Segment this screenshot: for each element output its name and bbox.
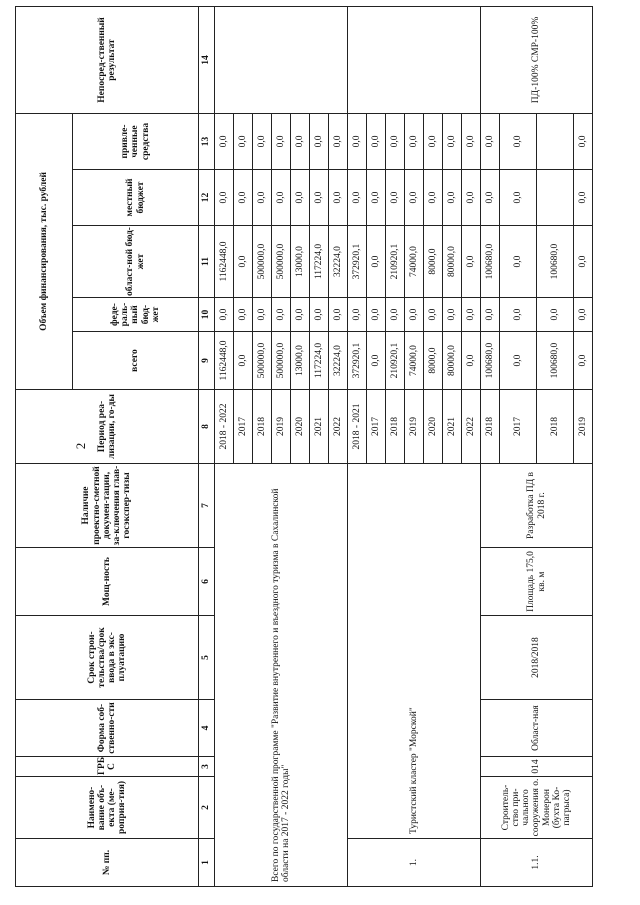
cell-private: 0,0: [215, 113, 234, 169]
cell-total: 0,0: [234, 332, 253, 390]
cell-period: 2018: [253, 390, 272, 464]
cell-private: 0,0: [348, 113, 367, 169]
cell-private: 0,0: [500, 113, 537, 169]
cell-period: 2020: [291, 390, 310, 464]
cell-regional: 500000,0: [253, 226, 272, 298]
cell-private: 0,0: [386, 113, 405, 169]
cell-regional: 100680,0: [537, 226, 574, 298]
cell-total: 80000,0: [443, 332, 462, 390]
cell-local: 0,0: [443, 170, 462, 226]
cell-period: 2017: [234, 390, 253, 464]
item-ownership: Област-ная: [481, 700, 593, 757]
cell-period: 2021: [443, 390, 462, 464]
cell-total: 32224,0: [329, 332, 348, 390]
column-number: 9: [199, 332, 215, 390]
cell-total: 500000,0: [253, 332, 272, 390]
cell-regional: 1162448,0: [215, 226, 234, 298]
column-number: 4: [199, 700, 215, 757]
cell-total: 13000,0: [291, 332, 310, 390]
cell-local: 0,0: [405, 170, 424, 226]
cell-local: [537, 170, 574, 226]
cell-total: 210920,1: [386, 332, 405, 390]
cell-private: 0,0: [405, 113, 424, 169]
table-row: [348, 6, 367, 886]
cell-regional: 372920,1: [348, 226, 367, 298]
cell-period: 2019: [574, 390, 593, 464]
cell-total: 0,0: [367, 332, 386, 390]
cell-federal: 0,0: [310, 298, 329, 332]
cell-period: 2022: [462, 390, 481, 464]
column-number: 14: [199, 6, 215, 113]
cell-period: 2018 - 2022: [215, 390, 234, 464]
cell-regional: 0,0: [500, 226, 537, 298]
cell-regional: 8000,0: [424, 226, 443, 298]
cell-local: 0,0: [215, 170, 234, 226]
cell-private: 0,0: [291, 113, 310, 169]
cell-regional: 117224,0: [310, 226, 329, 298]
cell-period: 2019: [272, 390, 291, 464]
cell-private: 0,0: [424, 113, 443, 169]
cell-federal: 0,0: [537, 298, 574, 332]
header-result: Непосред-ственный результат: [16, 6, 199, 113]
cell-local: 0,0: [291, 170, 310, 226]
cell-total: 500000,0: [272, 332, 291, 390]
item-grbs: 014: [481, 757, 593, 777]
column-number: 7: [199, 464, 215, 548]
cluster-label: Туристский кластер "Морской": [348, 464, 481, 839]
column-number: 12: [199, 170, 215, 226]
cell-federal: 0,0: [348, 298, 367, 332]
cell-federal: 0,0: [367, 298, 386, 332]
cell-regional: 13000,0: [291, 226, 310, 298]
item-name: Строитель-ство при-чального сооружения о. Монерон (бухта Ко-пагрыса): [481, 777, 593, 839]
table-row: [215, 6, 234, 886]
cell-period: 2019: [405, 390, 424, 464]
cell-local: 0,0: [272, 170, 291, 226]
column-number: 8: [199, 390, 215, 464]
cell-private: 0,0: [272, 113, 291, 169]
column-number: 10: [199, 298, 215, 332]
cell-local: 0,0: [462, 170, 481, 226]
cell-federal: 0,0: [443, 298, 462, 332]
column-number: 13: [199, 113, 215, 169]
header-name: Наимено-вание объ-екта (ме-роприя-тия): [16, 777, 199, 839]
cell-regional: 210920,1: [386, 226, 405, 298]
header-local: местный бюджет: [73, 170, 199, 226]
cell-regional: 100680,0: [481, 226, 500, 298]
cell-private: 0,0: [443, 113, 462, 169]
header-period: Период реа-лизации, го-ды: [16, 390, 199, 464]
cell-federal: 0,0: [424, 298, 443, 332]
cell-period: 2022: [329, 390, 348, 464]
cell-regional: 80000,0: [443, 226, 462, 298]
cell-federal: 0,0: [272, 298, 291, 332]
cell-local: 0,0: [481, 170, 500, 226]
cell-period: 2020: [424, 390, 443, 464]
header-total: всего: [73, 332, 199, 390]
column-number: 1: [199, 839, 215, 887]
cell-period: 2018 - 2021: [348, 390, 367, 464]
cell-federal: 0,0: [234, 298, 253, 332]
cell-period: 2017: [367, 390, 386, 464]
cell-private: [537, 113, 574, 169]
cell-total: 117224,0: [310, 332, 329, 390]
table-row: [481, 6, 500, 886]
cell-local: 0,0: [386, 170, 405, 226]
item-term: 2018/2018: [481, 616, 593, 700]
cell-local: 0,0: [348, 170, 367, 226]
cell-private: 0,0: [481, 113, 500, 169]
item-capacity: Площадь 175,0 кв. м: [481, 548, 593, 616]
cell-period: 2018: [386, 390, 405, 464]
cell-local: 0,0: [329, 170, 348, 226]
cell-regional: 0,0: [367, 226, 386, 298]
cell-private: 0,0: [462, 113, 481, 169]
cell-regional: 0,0: [574, 226, 593, 298]
cell-private: 0,0: [310, 113, 329, 169]
header-regional: област-ной бюд-жет: [73, 226, 199, 298]
cell-total: 100680,0: [481, 332, 500, 390]
cell-total: 372920,1: [348, 332, 367, 390]
column-number: 5: [199, 616, 215, 700]
cell-federal: 0,0: [481, 298, 500, 332]
header-grbs: ГРБ С: [16, 757, 199, 777]
cell-federal: 0,0: [253, 298, 272, 332]
cell-local: 0,0: [310, 170, 329, 226]
program-section: [215, 6, 348, 886]
funding-table: [15, 6, 593, 887]
rotated-table-wrapper: [15, 7, 588, 887]
cell-result: [215, 6, 348, 113]
program-label: Всего по государственной программе "Развитие внутреннего и въездного туризма в Сахалинской области на 2017 - 2022 годы": [215, 464, 348, 887]
cell-private: 0,0: [574, 113, 593, 169]
item-result: ПД-100% СМР-100%: [481, 6, 593, 113]
cell-period: 2017: [500, 390, 537, 464]
header-no: № пп.: [16, 839, 199, 887]
header-construction-term: Срок строи-тельства/срок ввода в экс-плуатацию: [16, 616, 199, 700]
header-ownership: Форма соб-ственно-сти: [16, 700, 199, 757]
cell-federal: 0,0: [291, 298, 310, 332]
cell-result: [348, 6, 481, 113]
cell-total: 74000,0: [405, 332, 424, 390]
cell-total: 1162448,0: [215, 332, 234, 390]
header-funding: Объем финансирования, тыс. рублей: [16, 113, 73, 389]
cell-local: 0,0: [424, 170, 443, 226]
cell-private: 0,0: [367, 113, 386, 169]
header-private: привле-ченные средства: [73, 113, 199, 169]
item-number: 1.1.: [481, 839, 593, 887]
cell-period: 2018: [481, 390, 500, 464]
cell-private: 0,0: [253, 113, 272, 169]
cell-total: 0,0: [500, 332, 537, 390]
cell-regional: 32224,0: [329, 226, 348, 298]
cell-total: 100680,0: [537, 332, 574, 390]
row-number: 1.: [348, 839, 481, 887]
cell-total: 8000,0: [424, 332, 443, 390]
cell-local: 0,0: [367, 170, 386, 226]
cell-regional: 0,0: [462, 226, 481, 298]
cell-local: 0,0: [253, 170, 272, 226]
cell-federal: 0,0: [405, 298, 424, 332]
item-psd: Разработка ПД в 2018 г.: [481, 464, 593, 548]
cell-local: 0,0: [574, 170, 593, 226]
item-section: [481, 6, 593, 886]
column-number: 3: [199, 757, 215, 777]
cell-period: 2018: [537, 390, 574, 464]
column-number: 11: [199, 226, 215, 298]
cell-local: 0,0: [500, 170, 537, 226]
cell-federal: 0,0: [215, 298, 234, 332]
cell-private: 0,0: [329, 113, 348, 169]
column-number: 2: [199, 777, 215, 839]
cell-federal: 0,0: [386, 298, 405, 332]
page-number: 2: [73, 442, 88, 450]
cell-regional: 74000,0: [405, 226, 424, 298]
cell-local: 0,0: [234, 170, 253, 226]
column-number: 6: [199, 548, 215, 616]
cell-total: 0,0: [574, 332, 593, 390]
cluster-section: [348, 6, 481, 886]
column-number-row: [199, 6, 215, 886]
header-capacity: Мощ-ность: [16, 548, 199, 616]
cell-regional: 0,0: [234, 226, 253, 298]
header-federal: феде-раль-ный бюд-жет: [73, 298, 199, 332]
cell-federal: 0,0: [329, 298, 348, 332]
cell-federal: 0,0: [462, 298, 481, 332]
cell-period: 2021: [310, 390, 329, 464]
cell-private: 0,0: [234, 113, 253, 169]
cell-total: 0,0: [462, 332, 481, 390]
header-psd: Наличие проектно-сметной докумен-тации, за-ключения глав-госэкспер-тизы: [16, 464, 199, 548]
cell-federal: 0,0: [500, 298, 537, 332]
cell-regional: 500000,0: [272, 226, 291, 298]
cell-federal: 0,0: [574, 298, 593, 332]
